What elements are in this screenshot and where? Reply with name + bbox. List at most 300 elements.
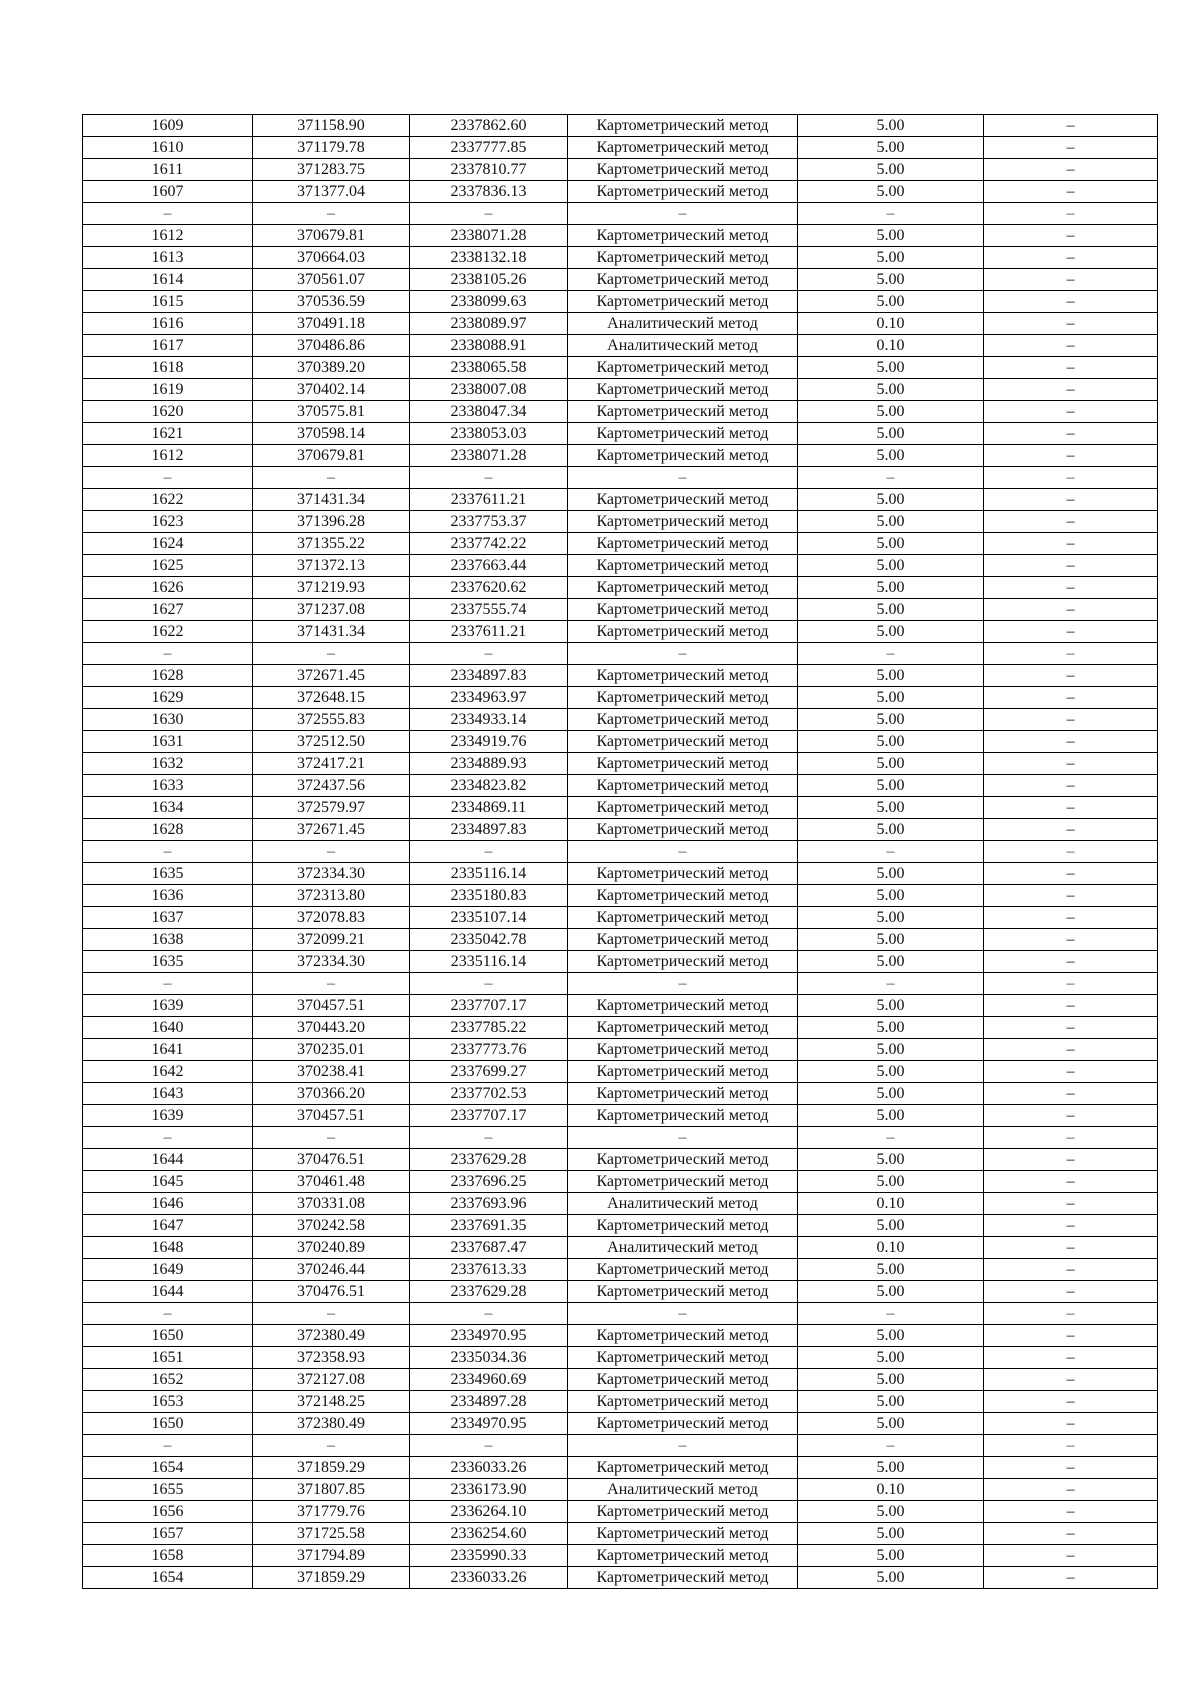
table-row (83, 1039, 1158, 1061)
accuracy-cell: – (798, 467, 984, 489)
description-cell: – (984, 313, 1158, 335)
description-cell: – (984, 1193, 1158, 1215)
method-cell: Картометрический метод (568, 753, 798, 775)
table-row (83, 1413, 1158, 1435)
description-cell: – (984, 1237, 1158, 1259)
y-coordinate-cell: 2337707.17 (410, 995, 568, 1017)
table-row (83, 731, 1158, 753)
y-coordinate-cell: 2335990.33 (410, 1545, 568, 1567)
point-number-cell: 1655 (83, 1479, 253, 1501)
x-coordinate-cell: 372671.45 (253, 665, 410, 687)
table-row (83, 1083, 1158, 1105)
description-cell: – (984, 1039, 1158, 1061)
method-cell: Картометрический метод (568, 1039, 798, 1061)
point-number-cell: 1640 (83, 1017, 253, 1039)
table-row (83, 1501, 1158, 1523)
table-row (83, 951, 1158, 973)
point-number-cell: 1631 (83, 731, 253, 753)
y-coordinate-cell: 2337691.35 (410, 1215, 568, 1237)
method-cell: Аналитический метод (568, 1193, 798, 1215)
x-coordinate-cell: 370486.86 (253, 335, 410, 357)
point-number-cell: – (83, 973, 253, 995)
description-cell: – (984, 1567, 1158, 1589)
separator-row (83, 1127, 1158, 1149)
description-cell: – (984, 621, 1158, 643)
point-number-cell: 1643 (83, 1083, 253, 1105)
accuracy-cell: 5.00 (798, 1545, 984, 1567)
accuracy-cell: 5.00 (798, 753, 984, 775)
table-row (83, 335, 1158, 357)
table-row (83, 401, 1158, 423)
x-coordinate-cell: 370536.59 (253, 291, 410, 313)
x-coordinate-cell: 371779.76 (253, 1501, 410, 1523)
method-cell: Картометрический метод (568, 1391, 798, 1413)
x-coordinate-cell: 370457.51 (253, 1105, 410, 1127)
description-cell: – (984, 841, 1158, 863)
description-cell: – (984, 643, 1158, 665)
x-coordinate-cell: 371372.13 (253, 555, 410, 577)
accuracy-cell: 5.00 (798, 225, 984, 247)
x-coordinate-cell: 372148.25 (253, 1391, 410, 1413)
description-cell: – (984, 269, 1158, 291)
y-coordinate-cell: – (410, 467, 568, 489)
table-row (83, 1391, 1158, 1413)
method-cell: Картометрический метод (568, 797, 798, 819)
point-number-cell: 1650 (83, 1325, 253, 1347)
accuracy-cell: 5.00 (798, 731, 984, 753)
x-coordinate-cell: 372437.56 (253, 775, 410, 797)
method-cell: Картометрический метод (568, 1457, 798, 1479)
accuracy-cell: 5.00 (798, 709, 984, 731)
description-cell: – (984, 1171, 1158, 1193)
x-coordinate-cell: – (253, 973, 410, 995)
accuracy-cell: 5.00 (798, 115, 984, 137)
table-row (83, 1149, 1158, 1171)
y-coordinate-cell: – (410, 1303, 568, 1325)
description-cell: – (984, 335, 1158, 357)
description-cell: – (984, 1127, 1158, 1149)
point-number-cell: 1616 (83, 313, 253, 335)
point-number-cell: 1651 (83, 1347, 253, 1369)
method-cell: Картометрический метод (568, 247, 798, 269)
table-row (83, 797, 1158, 819)
point-number-cell: – (83, 1127, 253, 1149)
method-cell: Картометрический метод (568, 269, 798, 291)
accuracy-cell: 5.00 (798, 1105, 984, 1127)
accuracy-cell: 5.00 (798, 1149, 984, 1171)
accuracy-cell: 5.00 (798, 577, 984, 599)
x-coordinate-cell: 371859.29 (253, 1567, 410, 1589)
accuracy-cell: 5.00 (798, 797, 984, 819)
description-cell: – (984, 1259, 1158, 1281)
accuracy-cell: 5.00 (798, 489, 984, 511)
method-cell: Картометрический метод (568, 1325, 798, 1347)
y-coordinate-cell: 2337753.37 (410, 511, 568, 533)
table-row (83, 1347, 1158, 1369)
y-coordinate-cell: 2337742.22 (410, 533, 568, 555)
method-cell: Картометрический метод (568, 1545, 798, 1567)
description-cell: – (984, 907, 1158, 929)
description-cell: – (984, 489, 1158, 511)
point-number-cell: – (83, 841, 253, 863)
method-cell: Аналитический метод (568, 1479, 798, 1501)
table-row (83, 445, 1158, 467)
method-cell: Картометрический метод (568, 159, 798, 181)
table-row (83, 225, 1158, 247)
point-number-cell: 1611 (83, 159, 253, 181)
table-row (83, 995, 1158, 1017)
table-row (83, 159, 1158, 181)
method-cell: – (568, 467, 798, 489)
table-row (83, 137, 1158, 159)
description-cell: – (984, 445, 1158, 467)
x-coordinate-cell: 371283.75 (253, 159, 410, 181)
accuracy-cell: 5.00 (798, 951, 984, 973)
method-cell: Картометрический метод (568, 1149, 798, 1171)
x-coordinate-cell: 372671.45 (253, 819, 410, 841)
method-cell: Картометрический метод (568, 731, 798, 753)
description-cell: – (984, 731, 1158, 753)
y-coordinate-cell: – (410, 1435, 568, 1457)
description-cell: – (984, 863, 1158, 885)
point-number-cell: – (83, 643, 253, 665)
description-cell: – (984, 1303, 1158, 1325)
description-cell: – (984, 709, 1158, 731)
description-cell: – (984, 247, 1158, 269)
point-number-cell: 1634 (83, 797, 253, 819)
accuracy-cell: 5.00 (798, 1391, 984, 1413)
accuracy-cell: – (798, 841, 984, 863)
x-coordinate-cell: 372334.30 (253, 951, 410, 973)
y-coordinate-cell: 2338053.03 (410, 423, 568, 445)
point-number-cell: – (83, 203, 253, 225)
table-row (83, 1567, 1158, 1589)
accuracy-cell: 5.00 (798, 423, 984, 445)
x-coordinate-cell: 370598.14 (253, 423, 410, 445)
point-number-cell: 1656 (83, 1501, 253, 1523)
method-cell: Картометрический метод (568, 863, 798, 885)
x-coordinate-cell: 370246.44 (253, 1259, 410, 1281)
description-cell: – (984, 1435, 1158, 1457)
accuracy-cell: 5.00 (798, 1347, 984, 1369)
y-coordinate-cell: 2337836.13 (410, 181, 568, 203)
point-number-cell: 1619 (83, 379, 253, 401)
accuracy-cell: 5.00 (798, 1083, 984, 1105)
accuracy-cell: 0.10 (798, 1237, 984, 1259)
description-cell: – (984, 995, 1158, 1017)
description-cell: – (984, 357, 1158, 379)
y-coordinate-cell: 2337629.28 (410, 1281, 568, 1303)
y-coordinate-cell: 2335116.14 (410, 951, 568, 973)
y-coordinate-cell: 2334869.11 (410, 797, 568, 819)
x-coordinate-cell: 370561.07 (253, 269, 410, 291)
description-cell: – (984, 973, 1158, 995)
y-coordinate-cell: 2337613.33 (410, 1259, 568, 1281)
table-row (83, 1523, 1158, 1545)
description-cell: – (984, 1479, 1158, 1501)
y-coordinate-cell: 2337620.62 (410, 577, 568, 599)
method-cell: Картометрический метод (568, 401, 798, 423)
x-coordinate-cell: 370443.20 (253, 1017, 410, 1039)
point-number-cell: 1633 (83, 775, 253, 797)
y-coordinate-cell: 2336033.26 (410, 1457, 568, 1479)
y-coordinate-cell: 2338089.97 (410, 313, 568, 335)
y-coordinate-cell: 2334823.82 (410, 775, 568, 797)
description-cell: – (984, 1523, 1158, 1545)
table-row (83, 489, 1158, 511)
description-cell: – (984, 951, 1158, 973)
accuracy-cell: 5.00 (798, 1259, 984, 1281)
accuracy-cell: 5.00 (798, 379, 984, 401)
method-cell: – (568, 973, 798, 995)
description-cell: – (984, 929, 1158, 951)
separator-row (83, 1435, 1158, 1457)
y-coordinate-cell: – (410, 643, 568, 665)
x-coordinate-cell: 371377.04 (253, 181, 410, 203)
method-cell: Картометрический метод (568, 907, 798, 929)
accuracy-cell: 5.00 (798, 907, 984, 929)
point-number-cell: 1648 (83, 1237, 253, 1259)
point-number-cell: – (83, 1303, 253, 1325)
method-cell: Картометрический метод (568, 1501, 798, 1523)
separator-row (83, 643, 1158, 665)
y-coordinate-cell: – (410, 203, 568, 225)
accuracy-cell: 5.00 (798, 159, 984, 181)
table-row (83, 709, 1158, 731)
method-cell: – (568, 203, 798, 225)
x-coordinate-cell: 370238.41 (253, 1061, 410, 1083)
y-coordinate-cell: 2337611.21 (410, 489, 568, 511)
description-cell: – (984, 1369, 1158, 1391)
method-cell: Картометрический метод (568, 1259, 798, 1281)
x-coordinate-cell: 371219.93 (253, 577, 410, 599)
y-coordinate-cell: 2338065.58 (410, 357, 568, 379)
point-number-cell: 1614 (83, 269, 253, 291)
point-number-cell: 1644 (83, 1149, 253, 1171)
method-cell: Картометрический метод (568, 137, 798, 159)
method-cell: Картометрический метод (568, 599, 798, 621)
x-coordinate-cell: 371431.34 (253, 621, 410, 643)
x-coordinate-cell: – (253, 203, 410, 225)
description-cell: – (984, 1347, 1158, 1369)
x-coordinate-cell: 371859.29 (253, 1457, 410, 1479)
point-number-cell: 1612 (83, 225, 253, 247)
accuracy-cell: 5.00 (798, 599, 984, 621)
method-cell: Картометрический метод (568, 1369, 798, 1391)
accuracy-cell: 5.00 (798, 247, 984, 269)
point-number-cell: 1615 (83, 291, 253, 313)
method-cell: Картометрический метод (568, 1215, 798, 1237)
accuracy-cell: 5.00 (798, 1325, 984, 1347)
x-coordinate-cell: 370664.03 (253, 247, 410, 269)
method-cell: Картометрический метод (568, 995, 798, 1017)
y-coordinate-cell: 2334889.93 (410, 753, 568, 775)
y-coordinate-cell: 2337773.76 (410, 1039, 568, 1061)
method-cell: Картометрический метод (568, 885, 798, 907)
y-coordinate-cell: 2337555.74 (410, 599, 568, 621)
y-coordinate-cell: 2337663.44 (410, 555, 568, 577)
table-row (83, 1061, 1158, 1083)
description-cell: – (984, 1501, 1158, 1523)
accuracy-cell: – (798, 203, 984, 225)
method-cell: – (568, 1303, 798, 1325)
x-coordinate-cell: 370491.18 (253, 313, 410, 335)
point-number-cell: 1645 (83, 1171, 253, 1193)
y-coordinate-cell: 2337777.85 (410, 137, 568, 159)
accuracy-cell: – (798, 1435, 984, 1457)
y-coordinate-cell: 2338105.26 (410, 269, 568, 291)
accuracy-cell: 5.00 (798, 1061, 984, 1083)
y-coordinate-cell: – (410, 1127, 568, 1149)
method-cell: Картометрический метод (568, 423, 798, 445)
y-coordinate-cell: 2337785.22 (410, 1017, 568, 1039)
x-coordinate-cell: 371237.08 (253, 599, 410, 621)
accuracy-cell: 5.00 (798, 929, 984, 951)
x-coordinate-cell: 372512.50 (253, 731, 410, 753)
accuracy-cell: – (798, 1303, 984, 1325)
point-number-cell: 1637 (83, 907, 253, 929)
x-coordinate-cell: – (253, 467, 410, 489)
x-coordinate-cell: 371355.22 (253, 533, 410, 555)
point-number-cell: 1644 (83, 1281, 253, 1303)
table-row (83, 269, 1158, 291)
y-coordinate-cell: 2334897.83 (410, 819, 568, 841)
x-coordinate-cell: 370366.20 (253, 1083, 410, 1105)
separator-row (83, 973, 1158, 995)
y-coordinate-cell: 2337687.47 (410, 1237, 568, 1259)
x-coordinate-cell: 371725.58 (253, 1523, 410, 1545)
table-row (83, 819, 1158, 841)
description-cell: – (984, 291, 1158, 313)
accuracy-cell: 0.10 (798, 1193, 984, 1215)
x-coordinate-cell: 370457.51 (253, 995, 410, 1017)
y-coordinate-cell: 2337699.27 (410, 1061, 568, 1083)
method-cell: Картометрический метод (568, 1523, 798, 1545)
table-row (83, 555, 1158, 577)
point-number-cell: 1654 (83, 1567, 253, 1589)
x-coordinate-cell: – (253, 841, 410, 863)
point-number-cell: 1626 (83, 577, 253, 599)
x-coordinate-cell: 371794.89 (253, 1545, 410, 1567)
x-coordinate-cell: 370461.48 (253, 1171, 410, 1193)
table-row (83, 357, 1158, 379)
x-coordinate-cell: 372579.97 (253, 797, 410, 819)
accuracy-cell: 5.00 (798, 1281, 984, 1303)
x-coordinate-cell: 370389.20 (253, 357, 410, 379)
y-coordinate-cell: 2334960.69 (410, 1369, 568, 1391)
point-number-cell: 1613 (83, 247, 253, 269)
point-number-cell: 1617 (83, 335, 253, 357)
y-coordinate-cell: 2337611.21 (410, 621, 568, 643)
x-coordinate-cell: 370679.81 (253, 225, 410, 247)
point-number-cell: 1612 (83, 445, 253, 467)
description-cell: – (984, 1105, 1158, 1127)
point-number-cell: 1629 (83, 687, 253, 709)
description-cell: – (984, 225, 1158, 247)
x-coordinate-cell: – (253, 1303, 410, 1325)
table-row (83, 313, 1158, 335)
table-row (83, 115, 1158, 137)
accuracy-cell: 5.00 (798, 269, 984, 291)
x-coordinate-cell: – (253, 1435, 410, 1457)
table-row (83, 291, 1158, 313)
point-number-cell: 1607 (83, 181, 253, 203)
description-cell: – (984, 1017, 1158, 1039)
accuracy-cell: 5.00 (798, 1215, 984, 1237)
separator-row (83, 467, 1158, 489)
description-cell: – (984, 555, 1158, 577)
table-row (83, 1193, 1158, 1215)
table-row (83, 577, 1158, 599)
accuracy-cell: – (798, 973, 984, 995)
accuracy-cell: 5.00 (798, 1413, 984, 1435)
table-row (83, 511, 1158, 533)
point-number-cell: 1641 (83, 1039, 253, 1061)
y-coordinate-cell: 2334897.83 (410, 665, 568, 687)
table-row (83, 423, 1158, 445)
accuracy-cell: 5.00 (798, 357, 984, 379)
table-row (83, 753, 1158, 775)
method-cell: – (568, 643, 798, 665)
table-row (83, 247, 1158, 269)
description-cell: – (984, 885, 1158, 907)
description-cell: – (984, 819, 1158, 841)
description-cell: – (984, 753, 1158, 775)
y-coordinate-cell: 2336264.10 (410, 1501, 568, 1523)
method-cell: Картометрический метод (568, 687, 798, 709)
table-row (83, 1545, 1158, 1567)
x-coordinate-cell: 370402.14 (253, 379, 410, 401)
method-cell: Картометрический метод (568, 1017, 798, 1039)
x-coordinate-cell: 370235.01 (253, 1039, 410, 1061)
table-row (83, 1017, 1158, 1039)
description-cell: – (984, 1149, 1158, 1171)
accuracy-cell: 5.00 (798, 885, 984, 907)
method-cell: Картометрический метод (568, 291, 798, 313)
point-number-cell: 1654 (83, 1457, 253, 1479)
method-cell: Картометрический метод (568, 1061, 798, 1083)
accuracy-cell: 5.00 (798, 1017, 984, 1039)
description-cell: – (984, 1391, 1158, 1413)
y-coordinate-cell: 2337696.25 (410, 1171, 568, 1193)
accuracy-cell: 5.00 (798, 621, 984, 643)
table-row (83, 181, 1158, 203)
y-coordinate-cell: 2335107.14 (410, 907, 568, 929)
method-cell: Картометрический метод (568, 489, 798, 511)
description-cell: – (984, 423, 1158, 445)
accuracy-cell: 5.00 (798, 1039, 984, 1061)
separator-row (83, 203, 1158, 225)
description-cell: – (984, 401, 1158, 423)
y-coordinate-cell: 2336254.60 (410, 1523, 568, 1545)
point-number-cell: 1639 (83, 995, 253, 1017)
method-cell: – (568, 841, 798, 863)
y-coordinate-cell: 2338099.63 (410, 291, 568, 313)
x-coordinate-cell: 372078.83 (253, 907, 410, 929)
point-number-cell: 1635 (83, 951, 253, 973)
method-cell: Картометрический метод (568, 1567, 798, 1589)
accuracy-cell: 5.00 (798, 1457, 984, 1479)
accuracy-cell: 5.00 (798, 1171, 984, 1193)
method-cell: Аналитический метод (568, 335, 798, 357)
accuracy-cell: 5.00 (798, 555, 984, 577)
x-coordinate-cell: 370331.08 (253, 1193, 410, 1215)
accuracy-cell: 5.00 (798, 445, 984, 467)
y-coordinate-cell: 2334963.97 (410, 687, 568, 709)
table-row (83, 1281, 1158, 1303)
accuracy-cell: 5.00 (798, 819, 984, 841)
table-row (83, 687, 1158, 709)
